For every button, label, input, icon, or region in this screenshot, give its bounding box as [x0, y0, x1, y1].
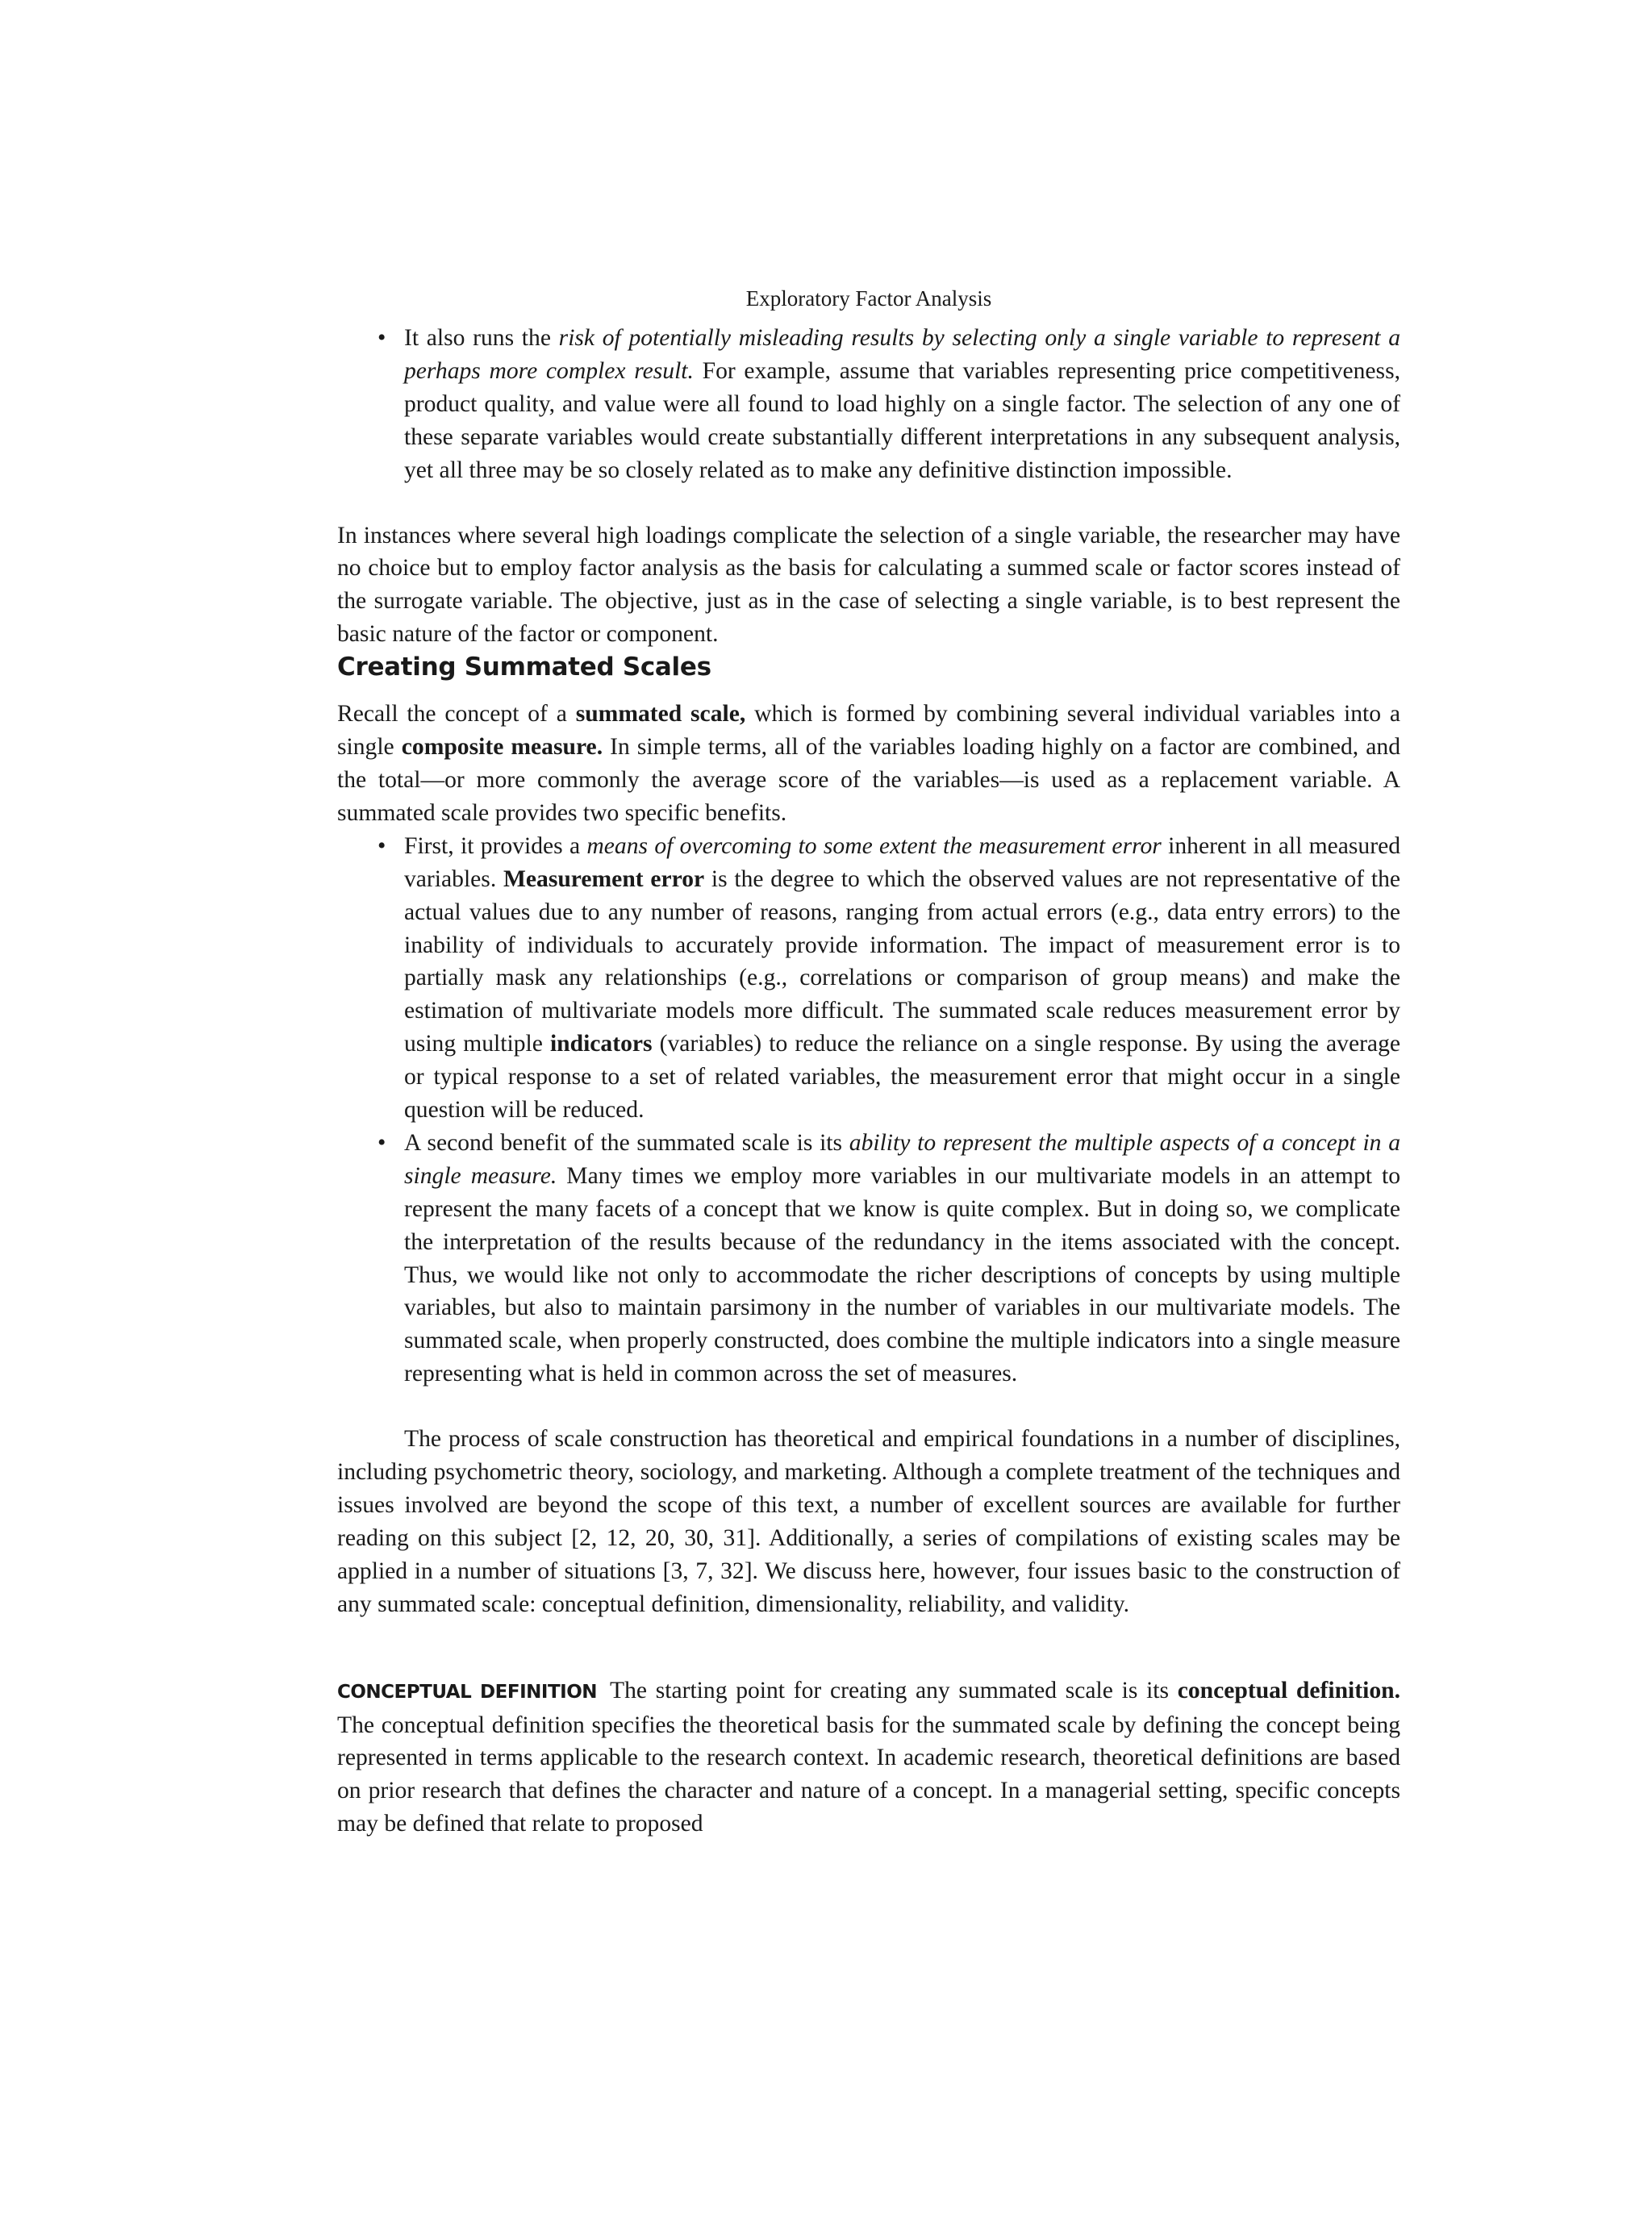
paragraph-scale-construction: The process of scale construction has theoretical and empirical foundations in a number of disciplines, including psychometric theory, sociology, and marketing. Although a complete treatment of the techniques and issues involved are beyond the scope of this text, a number of excellent sources are available for further reading on this subject [2, 12, 20, 30, 31]. Additionally, a series of compilations of existing scales may be applied in a number of situations [3, 7, 32]. We discuss here, however, four issues basic to the construction of any summated scale: conceptual definition, dimensionality, reliability, and validity.: [337, 1426, 1400, 1617]
list-item: • A second benefit of the summated scale is its ability to represent the multiple aspects of a concept in a single measure. Many times we employ more variables in our multivariate models in an attempt to represent the many facets of a concept that we know is quite complex. But in doing so, we complicate the interpretation of the results because of the redundancy in the items associated with the concept. Thus, we would like not only to accommodate the richer descriptions of concepts by using multiple variables, but also to maintain parsimony in the number of variables in our multivariate models. The summated scale, when properly constructed, does combine the multiple indicators into a single measure representing what is held in common across the set of measures.: [404, 1127, 1400, 1391]
run-in-heading: CONCEPTUAL DEFINITION: [337, 1681, 597, 1703]
bullet-icon: •: [378, 325, 386, 351]
running-head: Exploratory Factor Analysis: [745, 286, 992, 311]
bullet-list-benefits: [337, 830, 1400, 1391]
emphasis-text: risk of potentially misleading results by selecting only a single variable to represent a perhaps more complex result.: [404, 325, 1400, 384]
paragraph-conceptual-definition: CONCEPTUAL DEFINITION The starting point for creating any summated scale is its conceptual definition. The conceptual definition specifies the theoretical basis for the summated scale by defining the concept being represented in terms applicable to the research context. In academic research, theoretical definitions are based on prior research that defines the character and nature of a concept. In a managerial setting, specific concepts may be defined that relate to proposed: [337, 1677, 1400, 1837]
paragraph-high-loadings: In instances where several high loadings complicate the selection of a single variable, the researcher may have no choice but to employ factor analysis as the basis for calculating a summed scale or factor scores instead of the surrogate variable. The objective, just as in the case of selecting a single variable, is to best represent the basic nature of the factor or component.: [337, 522, 1400, 648]
key-term: composite measure.: [401, 734, 603, 761]
bullet-icon: •: [378, 832, 386, 859]
section-heading: Creating Summated Scales: [337, 653, 711, 682]
list-item: • First, it provides a means of overcoming to some extent the measurement error inherent in all measured variables. Measurement error is the degree to which the observed values are not representative of the actual values due to any number of reasons, ranging from actual errors (e.g., data entry errors) to the inability of individuals to accurately provide information. The impact of measurement error is to partially mask any relationships (e.g., correlations or comparison of group means) and make the estimation of multivariate models more difficult. The summated scale reduces measurement error by using multiple indicators (variables) to reduce the reliance on a single response. By using the average or typical response to a set of related variables, the measurement error that might occur in a single question will be reduced.: [404, 830, 1400, 1127]
key-term: indicators: [549, 1031, 653, 1057]
bullet-list-surrogate: [337, 322, 1400, 487]
key-term: Measurement error: [503, 865, 705, 892]
key-term: summated scale,: [575, 701, 746, 728]
paragraph-summated-scale: Recall the concept of a summated scale, which is formed by combining several individual variables into a single composite measure. In simple terms, all of the variables loading highly on a factor are combined, and the total—or more commonly the average score of the variables—is used as a replacement variable. A summated scale provides two specific benefits.: [337, 701, 1400, 826]
key-term: conceptual definition.: [1177, 1677, 1400, 1703]
emphasis-text: means of overcoming to some extent the measurement error: [586, 832, 1162, 859]
list-item: • It also runs the risk of potentially misleading results by selecting only a single variable to represent a perhaps more complex result. For example, assume that variables representing price competitiveness, product quality, and value were all found to load highly on a single factor. The selection of any one of these separate variables would create substantially different interpretations in any subsequent analysis, yet all three may be so closely related as to make any definitive distinction impossible.: [404, 322, 1400, 487]
bullet-icon: •: [378, 1129, 386, 1156]
document-page: [337, 284, 1400, 1841]
emphasis-text: ability to represent the multiple aspects of a concept in a single measure.: [404, 1129, 1400, 1189]
